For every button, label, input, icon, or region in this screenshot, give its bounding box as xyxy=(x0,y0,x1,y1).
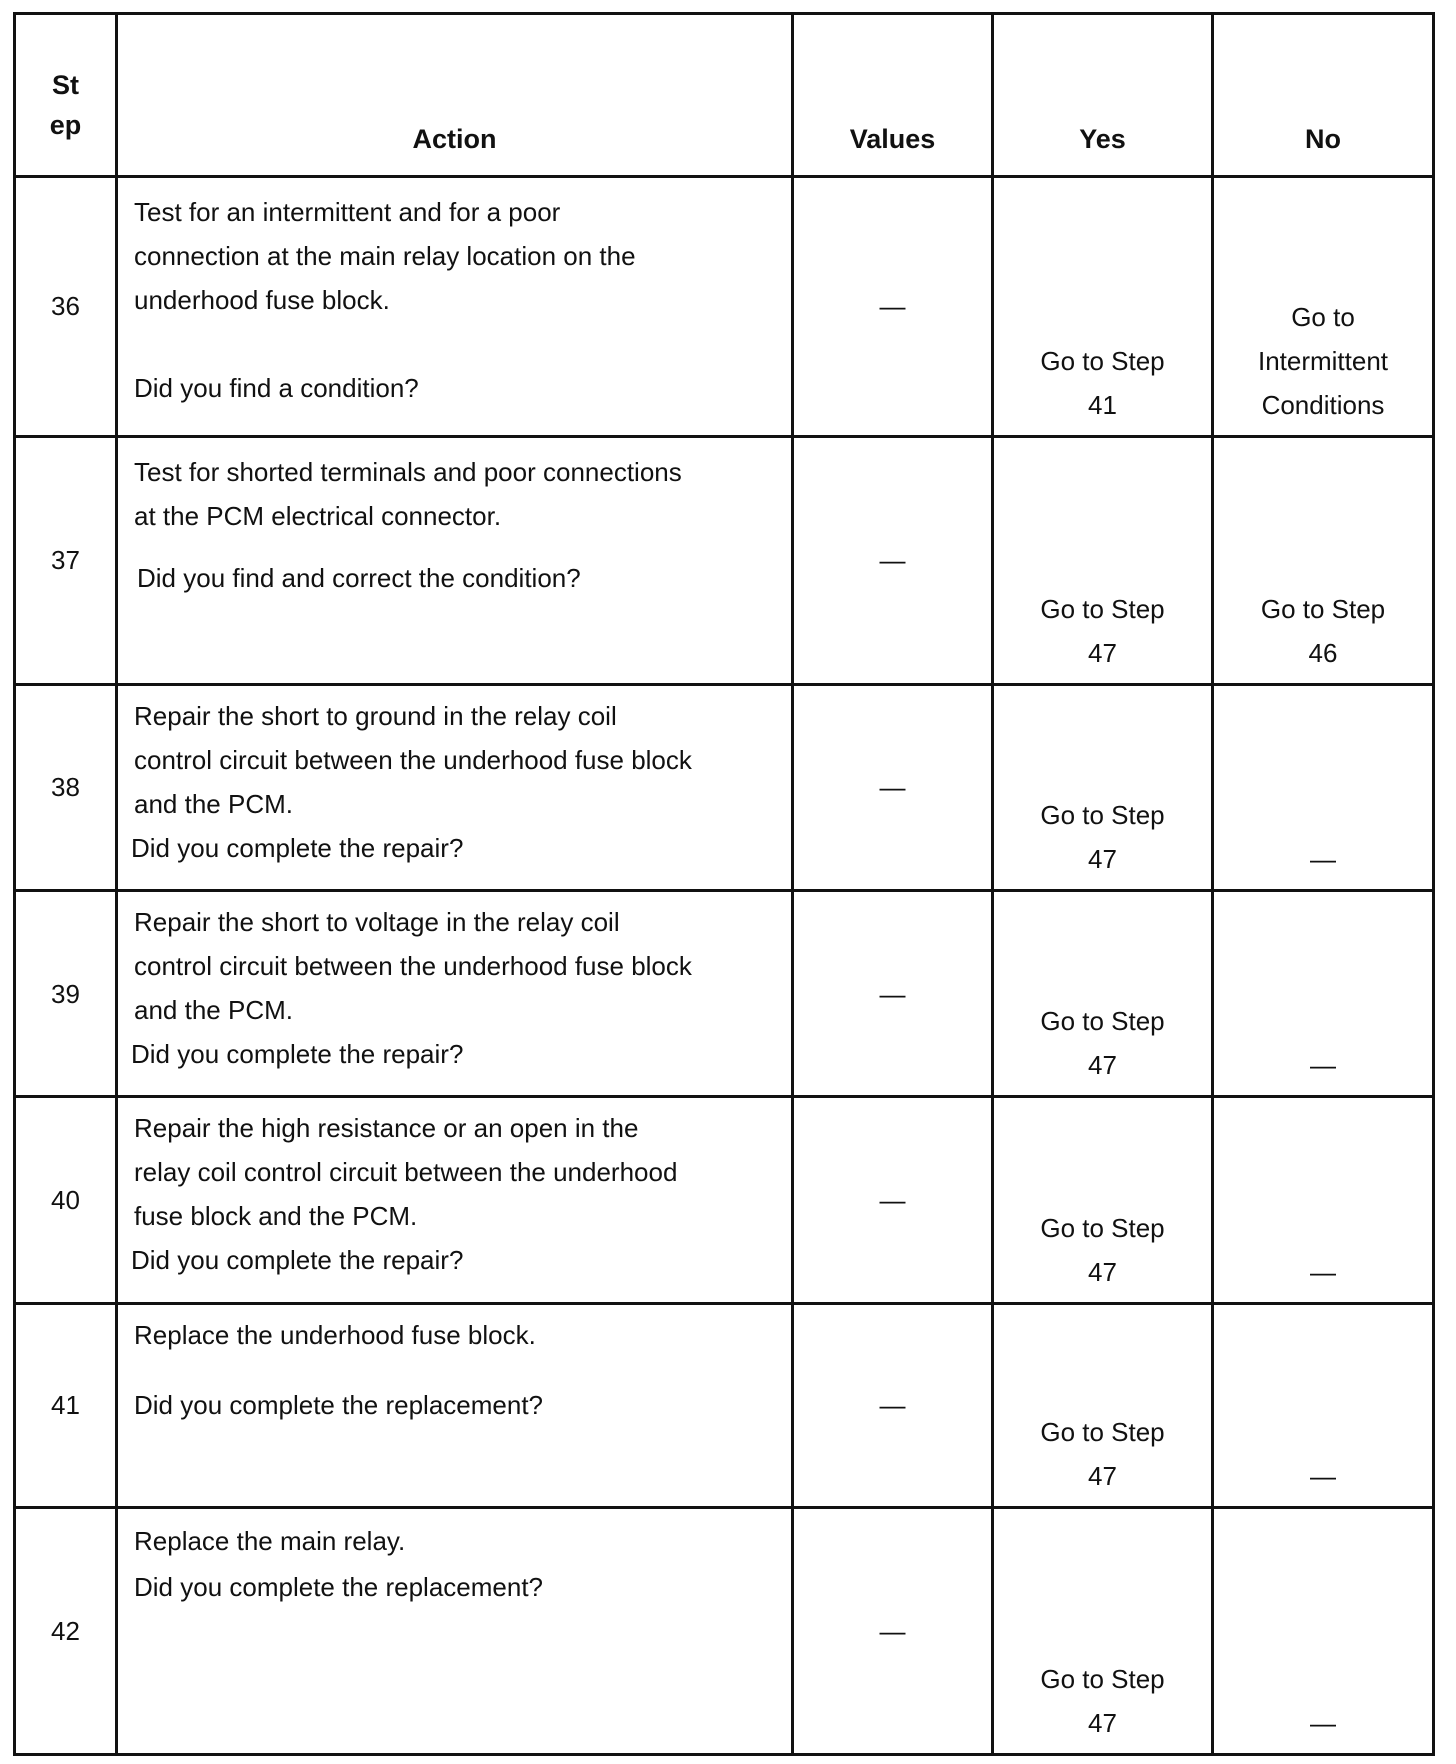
header-step-line1: St xyxy=(52,70,79,100)
step-cell: 41 xyxy=(15,1303,117,1507)
no-cell: — xyxy=(1213,684,1434,890)
table-row xyxy=(15,177,1434,436)
header-step-line2: ep xyxy=(49,110,82,140)
header-row xyxy=(15,14,1434,177)
header-no: No xyxy=(1213,14,1434,177)
action-cell: Replace the underhood fuse block. Did you complete the replacement? xyxy=(117,1303,793,1507)
action-cell: Test for shorted terminals and poor connections at the PCM electrical connector. Did you find and correct the condition? xyxy=(117,436,793,684)
values-cell: — xyxy=(793,891,993,1097)
no-cell: Go to Step 46 xyxy=(1213,436,1434,684)
table-row xyxy=(15,436,1434,684)
yes-cell: Go to Step 47 xyxy=(993,891,1213,1097)
step-cell: 36 xyxy=(15,177,117,436)
table-row xyxy=(15,1507,1434,1754)
step-cell: 40 xyxy=(15,1097,117,1303)
yes-cell: Go to Step 47 xyxy=(993,436,1213,684)
yes-cell: Go to Step 47 xyxy=(993,684,1213,890)
table-row xyxy=(15,891,1434,1097)
step-cell: 42 xyxy=(15,1507,117,1754)
step-cell: 39 xyxy=(15,891,117,1097)
values-cell: — xyxy=(793,177,993,436)
table-row xyxy=(15,1303,1434,1507)
action-cell: Repair the short to ground in the relay coil control circuit between the underhood fuse block and the PCM. Did you complete the repair? xyxy=(117,684,793,890)
yes-cell: Go to Step 47 xyxy=(993,1303,1213,1507)
values-cell: — xyxy=(793,436,993,684)
table-row xyxy=(15,1097,1434,1303)
step-cell: 38 xyxy=(15,684,117,890)
no-cell: — xyxy=(1213,1507,1434,1754)
header-step xyxy=(15,14,117,177)
values-cell: — xyxy=(793,1303,993,1507)
header-values: Values xyxy=(793,14,993,177)
action-cell: Repair the short to voltage in the relay coil control circuit between the underhood fuse block and the PCM. Did you complete the repair? xyxy=(117,891,793,1097)
action-cell: Repair the high resistance or an open in the relay coil control circuit between the underhood fuse block and the PCM. Did you complete the repair? xyxy=(117,1097,793,1303)
header-yes: Yes xyxy=(993,14,1213,177)
step-cell: 37 xyxy=(15,436,117,684)
yes-cell: Go to Step 41 xyxy=(993,177,1213,436)
diagnostic-table xyxy=(13,12,1435,1756)
no-cell: — xyxy=(1213,1303,1434,1507)
header-action: Action xyxy=(117,14,793,177)
yes-cell: Go to Step 47 xyxy=(993,1097,1213,1303)
values-cell: — xyxy=(793,1507,993,1754)
yes-cell: Go to Step 47 xyxy=(993,1507,1213,1754)
values-cell: — xyxy=(793,684,993,890)
action-cell: Test for an intermittent and for a poor connection at the main relay location on the underhood fuse block. Did you find a condition? xyxy=(117,177,793,436)
no-cell: — xyxy=(1213,1097,1434,1303)
action-cell: Replace the main relay. Did you complete the replacement? xyxy=(117,1507,793,1754)
no-cell: — xyxy=(1213,891,1434,1097)
values-cell: — xyxy=(793,1097,993,1303)
table-row xyxy=(15,684,1434,890)
no-cell: Go to Intermittent Conditions xyxy=(1213,177,1434,436)
